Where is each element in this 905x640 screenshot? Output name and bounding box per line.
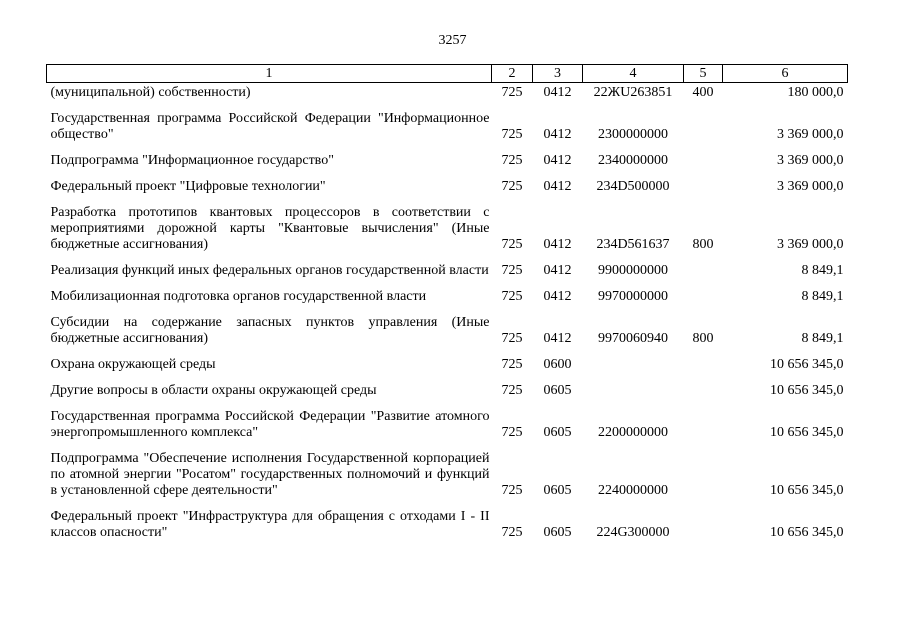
row-ministry-code: 725 <box>501 153 523 168</box>
table-row <box>47 279 848 305</box>
header-col-4: 4 <box>583 65 684 83</box>
row-amount: 3 369 000,0 <box>777 237 844 252</box>
row-amount: 10 656 345,0 <box>770 383 844 398</box>
row-expense-type <box>684 279 723 305</box>
table-row <box>47 195 848 253</box>
row-name: Государственная программа Российской Федерации "Развитие атомного энергопромышленного комплекса" <box>50 409 490 440</box>
row-section-code: 0605 <box>543 383 572 398</box>
row-target-article: 9900000000 <box>598 263 668 278</box>
row-amount: 8 849,1 <box>801 331 844 346</box>
budget-table-container <box>46 64 847 541</box>
row-target-article: 2340000000 <box>598 153 668 168</box>
row-ministry-code: 725 <box>501 331 523 346</box>
row-target-article <box>583 373 684 399</box>
row-target-article: 2300000000 <box>598 127 668 142</box>
row-section-code: 0412 <box>543 153 572 168</box>
row-expense-type <box>684 441 723 499</box>
row-ministry-code: 725 <box>501 85 523 100</box>
row-expense-type <box>684 499 723 541</box>
row-amount: 10 656 345,0 <box>770 525 844 540</box>
row-section-code: 0412 <box>543 127 572 142</box>
row-section-code: 0412 <box>543 85 572 100</box>
row-amount: 8 849,1 <box>801 263 844 278</box>
row-target-article: 224G300000 <box>596 525 670 540</box>
row-section-code: 0412 <box>543 237 572 252</box>
row-ministry-code: 725 <box>501 357 523 372</box>
row-name: Подпрограмма "Информационное государство" <box>50 153 334 168</box>
table-row <box>47 373 848 399</box>
page-number: 3257 <box>438 33 467 48</box>
row-expense-type: 800 <box>692 331 714 346</box>
row-expense-type <box>684 373 723 399</box>
table-row <box>47 83 848 102</box>
row-section-code: 0605 <box>543 525 572 540</box>
row-name: Разработка прототипов квантовых процессоров в соответствии с мероприятиями дорожной карты "Квантовые вычисления" (Иные бюджетные ассигнования) <box>50 205 490 252</box>
row-section-code: 0412 <box>543 179 572 194</box>
row-target-article: 22ЖU263851 <box>593 85 673 100</box>
row-name: (муниципальной) собственности) <box>50 85 251 100</box>
row-name: Федеральный проект "Инфраструктура для обращения с отходами I - II классов опасности" <box>50 509 490 540</box>
row-expense-type: 800 <box>692 237 714 252</box>
row-name: Федеральный проект "Цифровые технологии" <box>50 179 326 194</box>
row-amount: 3 369 000,0 <box>777 153 844 168</box>
row-expense-type <box>684 347 723 373</box>
table-row <box>47 347 848 373</box>
table-row <box>47 305 848 347</box>
row-target-article: 9970060940 <box>598 331 668 346</box>
table-row <box>47 101 848 143</box>
row-name: Мобилизационная подготовка органов государственной власти <box>50 289 427 304</box>
row-amount: 3 369 000,0 <box>777 179 844 194</box>
row-amount: 10 656 345,0 <box>770 483 844 498</box>
row-target-article: 2200000000 <box>598 425 668 440</box>
header-col-5: 5 <box>684 65 723 83</box>
row-name: Реализация функций иных федеральных органов государственной власти <box>50 263 489 278</box>
row-ministry-code: 725 <box>501 127 523 142</box>
row-name: Субсидии на содержание запасных пунктов управления (Иные бюджетные ассигнования) <box>50 315 490 346</box>
row-target-article: 9970000000 <box>598 289 668 304</box>
row-ministry-code: 725 <box>501 483 523 498</box>
row-ministry-code: 725 <box>501 525 523 540</box>
row-expense-type <box>684 399 723 441</box>
header-row <box>47 65 848 83</box>
table-row <box>47 169 848 195</box>
row-section-code: 0605 <box>543 425 572 440</box>
budget-table <box>46 64 848 541</box>
row-expense-type <box>684 253 723 279</box>
row-name: Охрана окружающей среды <box>50 357 216 372</box>
row-section-code: 0412 <box>543 263 572 278</box>
row-ministry-code: 725 <box>501 425 523 440</box>
table-row <box>47 143 848 169</box>
header-col-1: 1 <box>47 65 492 83</box>
row-amount: 180 000,0 <box>787 85 844 100</box>
row-target-article: 234D561637 <box>596 237 670 252</box>
row-section-code: 0412 <box>543 289 572 304</box>
row-section-code: 0600 <box>543 357 572 372</box>
table-body <box>47 83 848 542</box>
row-ministry-code: 725 <box>501 289 523 304</box>
table-header <box>47 65 848 83</box>
row-target-article: 2240000000 <box>598 483 668 498</box>
row-amount: 10 656 345,0 <box>770 357 844 372</box>
table-row <box>47 499 848 541</box>
table-row <box>47 399 848 441</box>
row-ministry-code: 725 <box>501 237 523 252</box>
row-amount: 8 849,1 <box>801 289 844 304</box>
row-expense-type: 400 <box>692 85 714 100</box>
row-expense-type <box>684 169 723 195</box>
row-ministry-code: 725 <box>501 263 523 278</box>
header-col-6: 6 <box>723 65 848 83</box>
row-section-code: 0605 <box>543 483 572 498</box>
row-section-code: 0412 <box>543 331 572 346</box>
table-row <box>47 253 848 279</box>
header-col-3: 3 <box>533 65 583 83</box>
row-amount: 3 369 000,0 <box>777 127 844 142</box>
header-col-2: 2 <box>492 65 533 83</box>
row-name: Государственная программа Российской Федерации "Информационное общество" <box>50 111 490 142</box>
row-name: Подпрограмма "Обеспечение исполнения Государственной корпорацией по атомной энергии "Росатом" государственных полномочий и функций в установленной сфере деятельности" <box>50 451 490 498</box>
row-ministry-code: 725 <box>501 179 523 194</box>
table-row <box>47 441 848 499</box>
row-ministry-code: 725 <box>501 383 523 398</box>
row-target-article: 234D500000 <box>596 179 670 194</box>
row-expense-type <box>684 143 723 169</box>
row-name: Другие вопросы в области охраны окружающей среды <box>50 383 377 398</box>
row-expense-type <box>684 101 723 143</box>
row-amount: 10 656 345,0 <box>770 425 844 440</box>
row-target-article <box>583 347 684 373</box>
